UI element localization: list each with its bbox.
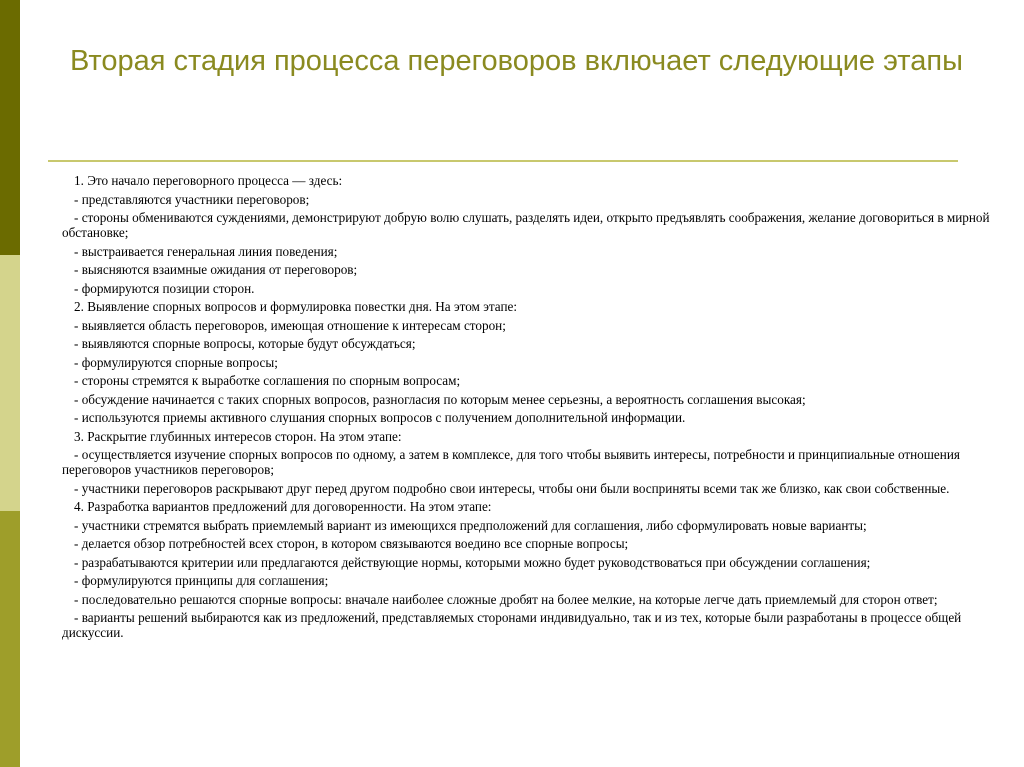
paragraph: - формулируются спорные вопросы; <box>74 354 278 370</box>
paragraph: - выстраивается генеральная линия поведения; <box>74 243 338 259</box>
paragraph: - последовательно решаются спорные вопросы: вначале наиболее сложные дробят на более мелкие, на которые легче дать приемлемый для сторон ответ; <box>74 591 938 607</box>
paragraph: 4. Разработка вариантов предложений для договоренности. На этом этапе: <box>74 499 492 514</box>
paragraph: - формулируются принципы для соглашения; <box>74 573 329 588</box>
side-bar-middle <box>0 255 20 511</box>
slide-title: Вторая стадия процесса переговоров включает следующие этапы <box>70 45 963 77</box>
paragraph: - участники стремятся выбрать приемлемый вариант из имеющихся предположений для соглашения, либо сформулировать новые варианты; <box>74 517 867 533</box>
paragraph: - обсуждение начинается с таких спорных вопросов, разногласия по которым менее серьезны, а вероятность соглашения высокая; <box>74 391 806 407</box>
paragraph: - делается обзор потребностей всех сторон, в котором связываются воедино все спорные вопросы; <box>74 536 629 551</box>
side-bar-bottom <box>0 511 20 767</box>
paragraph: - формируются позиции сторон. <box>74 280 255 296</box>
title-divider <box>48 160 958 162</box>
paragraph: - разрабатываются критерии или предлагаются действующие нормы, которыми можно будет руководствоваться при обсуждении соглашения; <box>74 554 871 570</box>
paragraph: - выявляются спорные вопросы, которые будут обсуждаться; <box>74 336 416 351</box>
paragraph: 2. Выявление спорных вопросов и формулировка повестки дня. На этом этапе: <box>74 299 518 314</box>
slide-body <box>62 173 1012 644</box>
paragraph: - выявляется область переговоров, имеющая отношение к интересам сторон; <box>74 317 506 333</box>
paragraph: - стороны стремятся к выработке соглашения по спорным вопросам; <box>74 373 461 388</box>
paragraph: 3. Раскрытие глубинных интересов сторон. На этом этапе: <box>74 428 402 444</box>
paragraph: - осуществляется изучение спорных вопросов по одному, а затем в комплексе, для того чтобы выявить интересы, потребности и принципиальные отношения переговоров участников переговоров; <box>62 447 960 477</box>
paragraph: - используются приемы активного слушания спорных вопросов с получением дополнительной информации. <box>74 410 686 425</box>
paragraph: - представляются участники переговоров; <box>74 191 310 207</box>
paragraph: 1. Это начало переговорного процесса — здесь: <box>74 173 343 188</box>
paragraph: - участники переговоров раскрывают друг перед другом подробно свои интересы, чтобы они были восприняты всеми так же близко, как свои собственные. <box>74 480 950 496</box>
paragraph: - стороны обмениваются суждениями, демонстрируют добрую волю слушать, разделять идеи, открыто предъявлять соображения, желание договориться в мирной обстановке; <box>62 210 990 240</box>
paragraph: - варианты решений выбираются как из предложений, представляемых сторонами индивидуально, так и из тех, которые были разработаны в процессе общей дискуссии. <box>62 610 962 640</box>
side-bar-top <box>0 0 20 255</box>
paragraph: - выясняются взаимные ожидания от переговоров; <box>74 262 358 277</box>
